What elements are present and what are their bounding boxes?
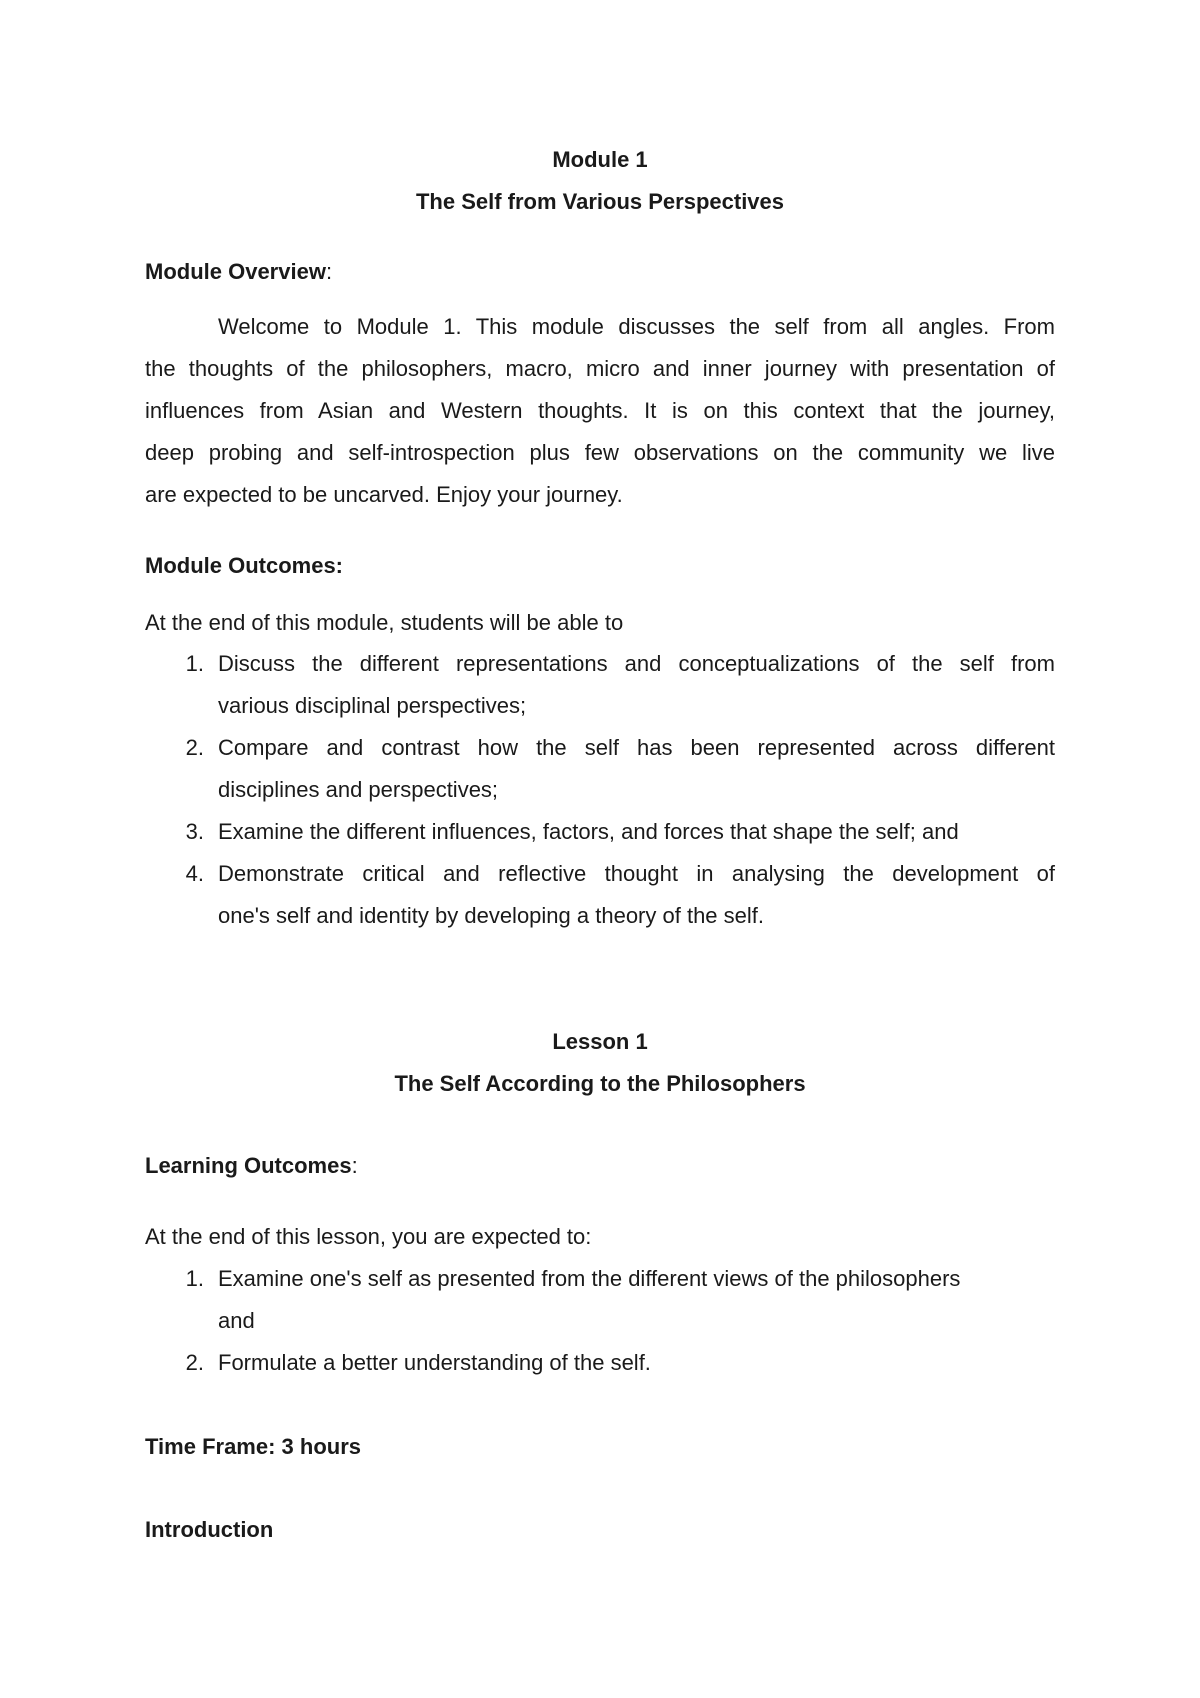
outcome-1-line-2: various disciplinal perspectives; [218,693,527,718]
overview-line-4: deep probing and self-introspection plus few observations on the community we live [145,440,1055,465]
overview-line-2: the thoughts of the philosophers, macro, micro and inner journey with presentation of [145,356,1055,381]
module-title: The Self from Various Perspectives [415,189,785,214]
learning-outcome-1-line-1: Examine one's self as presented from the different views of the philosophers [218,1266,961,1291]
learning-outcome-1-line-2: and [218,1308,255,1333]
learning-outcomes-heading-line [145,1155,358,1177]
overview-heading-line [145,261,332,283]
outcome-number: 1. [185,651,204,676]
lesson-number-heading: Lesson 1 [552,1029,648,1054]
introduction-heading: Introduction [145,1517,274,1542]
overview-line-5: are expected to be uncarved. Enjoy your journey. [145,482,623,507]
learning-outcome-number: 1. [185,1266,204,1291]
overview-heading: Module Overview [145,259,326,284]
module-number-heading: Module 1 [552,147,648,172]
outcome-number: 2. [185,735,204,760]
outcome-number: 3. [185,819,204,844]
outcome-1-line-1: Discuss the different representations and conceptualizations of the self from [218,651,1055,676]
learning-outcomes-heading-colon: : [351,1153,358,1178]
overview-line-1: Welcome to Module 1. This module discusses the self from all angles. From [218,314,1055,339]
learning-outcome-number: 2. [185,1350,204,1375]
outcome-4-line-1: Demonstrate critical and reflective thought in analysing the development of [218,861,1055,886]
outcome-3-line-1: Examine the different influences, factors, and forces that shape the self; and [218,819,959,844]
outcome-number: 4. [185,861,204,886]
module-outcomes-intro: At the end of this module, students will be able to [145,610,624,635]
lesson-title: The Self According to the Philosophers [394,1071,806,1096]
overview-line-3: influences from Asian and Western thoughts. It is on this context that the journey, [145,398,1055,423]
learning-outcome-2-line-1: Formulate a better understanding of the self. [218,1350,651,1375]
learning-outcomes-heading: Learning Outcomes [145,1153,352,1178]
outcome-2-line-2: disciplines and perspectives; [218,777,499,802]
learning-outcomes-intro: At the end of this lesson, you are expected to: [145,1224,592,1249]
outcome-4-line-2: one's self and identity by developing a theory of the self. [218,903,764,928]
module-outcomes-heading: Module Outcomes: [145,553,344,578]
time-frame: Time Frame: 3 hours [145,1434,361,1459]
overview-heading-colon: : [325,259,333,284]
outcome-2-line-1: Compare and contrast how the self has been represented across different [218,735,1055,760]
